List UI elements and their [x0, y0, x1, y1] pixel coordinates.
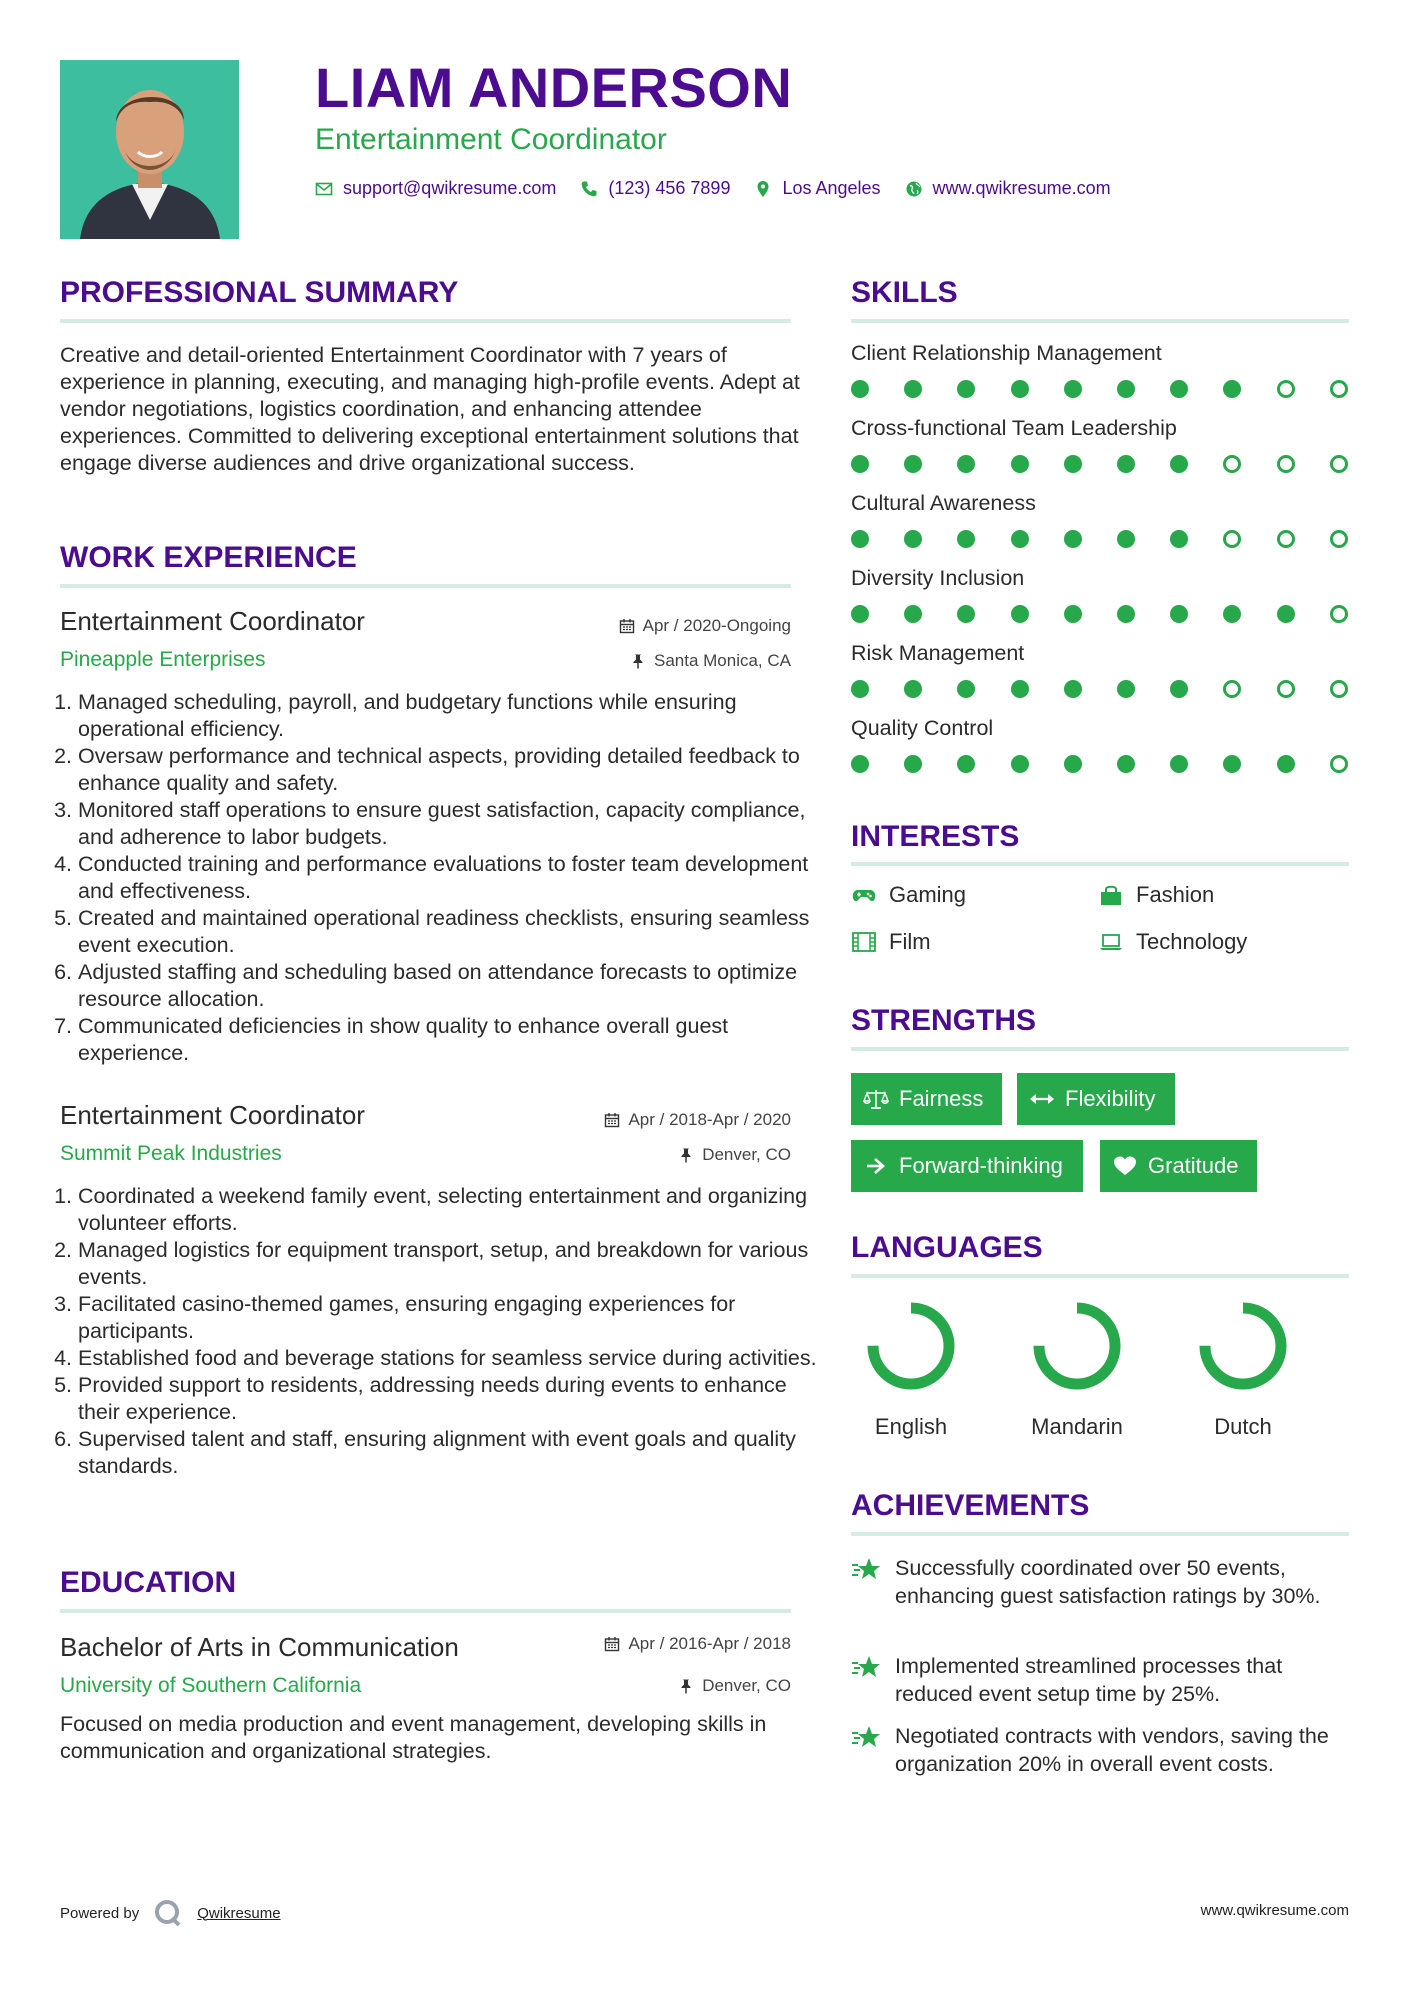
rating-dot-filled [1011, 455, 1029, 473]
rating-dot-filled [1117, 380, 1135, 398]
achievement-item [851, 1554, 1351, 1610]
candidate-title: Entertainment Coordinator [315, 123, 667, 156]
achievement-text: Successfully coordinated over 50 events, enhancing guest satisfaction ratings by 30%. [895, 1556, 1321, 1608]
pushpin-icon [678, 1147, 694, 1163]
candidate-name: LIAM ANDERSON [315, 56, 793, 119]
rating-dot-filled [1223, 380, 1241, 398]
calendar-icon [604, 1636, 620, 1652]
contact-phone[interactable] [580, 178, 730, 199]
rating-dot-empty [1277, 455, 1295, 473]
film-icon [851, 931, 877, 953]
rating-dot-filled [957, 530, 975, 548]
rating-dot-empty [1330, 530, 1348, 548]
language-item [856, 1296, 966, 1440]
achievements-divider [851, 1532, 1349, 1536]
balance-scale-icon [863, 1088, 889, 1110]
interest-label: Film [889, 929, 931, 954]
language-name: Dutch [1214, 1414, 1272, 1439]
summary-heading: PROFESSIONAL SUMMARY [60, 276, 459, 309]
languages-divider [851, 1274, 1349, 1278]
skill-rating [851, 455, 1349, 475]
map-marker-icon [754, 180, 772, 198]
star-achievement-icon [851, 1556, 881, 1584]
globe-icon [905, 180, 923, 198]
strength-label: Forward-thinking [899, 1153, 1063, 1178]
email-text: support@qwikresume.com [343, 178, 557, 198]
rating-dot-filled [1064, 755, 1082, 773]
duty-item: 7. Communicated deficiencies in show quality to enhance overall guest experience. [78, 1013, 818, 1067]
rating-dot-filled [1064, 680, 1082, 698]
rating-dot-filled [904, 530, 922, 548]
rating-dot-filled [904, 380, 922, 398]
contact-email[interactable] [315, 178, 556, 199]
rating-dot-empty [1277, 380, 1295, 398]
job-1-duties [60, 689, 818, 1067]
gamepad-icon [851, 884, 877, 906]
duty-item: 1. Coordinated a weekend family event, selecting entertainment and organizing volunteer efforts. [78, 1183, 818, 1237]
duty-item: 2. Oversaw performance and technical aspects, providing detailed feedback to enhance quality and safety. [78, 743, 818, 797]
rating-dot-empty [1223, 530, 1241, 548]
phone-text: (123) 456 7899 [608, 178, 731, 198]
rating-dot-empty [1223, 455, 1241, 473]
star-achievement-icon [851, 1724, 881, 1752]
rating-dot-filled [1170, 605, 1188, 623]
language-item [1022, 1296, 1132, 1440]
laptop-icon [1098, 931, 1124, 953]
duty-item: 3. Monitored staff operations to ensure guest satisfaction, capacity compliance, and adherence to labor budgets. [78, 797, 818, 851]
calendar-icon [619, 618, 635, 634]
interest-label: Gaming [889, 882, 967, 907]
summary-divider [60, 319, 791, 323]
rating-dot-filled [851, 380, 869, 398]
rating-dot-filled [1170, 455, 1188, 473]
rating-dot-filled [1223, 755, 1241, 773]
education-dates [604, 1634, 791, 1654]
rating-dot-filled [957, 755, 975, 773]
strength-badge-fairness [851, 1073, 1002, 1125]
rating-dot-filled [1064, 605, 1082, 623]
achievement-item [851, 1722, 1351, 1778]
qwikresume-logo-icon [153, 1898, 183, 1928]
rating-dot-filled [957, 680, 975, 698]
rating-dot-empty [1277, 680, 1295, 698]
contact-bar [315, 178, 1123, 199]
duty-item: 5. Provided support to residents, addressing needs during events to enhance their experience. [78, 1372, 818, 1426]
skill-name: Client Relationship Management [851, 341, 1162, 365]
languages-heading: LANGUAGES [851, 1231, 1043, 1264]
rating-dot-filled [1170, 680, 1188, 698]
rating-dot-filled [1117, 755, 1135, 773]
rating-dot-filled [1170, 380, 1188, 398]
achievements-heading: ACHIEVEMENTS [851, 1489, 1090, 1522]
rating-dot-filled [1011, 605, 1029, 623]
skill-rating [851, 680, 1349, 700]
rating-dot-filled [1011, 380, 1029, 398]
rating-dot-filled [1011, 755, 1029, 773]
strengths-divider [851, 1047, 1349, 1051]
skill-name: Quality Control [851, 716, 994, 740]
job-2-location [678, 1145, 791, 1165]
education-dates-text: Apr / 2016-Apr / 2018 [628, 1634, 791, 1653]
education-location [678, 1676, 791, 1696]
job-2-location-text: Denver, CO [702, 1145, 791, 1164]
education-divider [60, 1609, 791, 1613]
language-level-ring [1027, 1296, 1127, 1396]
arrow-right-icon [863, 1155, 889, 1177]
footer-website[interactable]: www.qwikresume.com [1200, 1902, 1349, 1919]
rating-dot-filled [851, 605, 869, 623]
rating-dot-filled [1011, 530, 1029, 548]
education-location-text: Denver, CO [702, 1676, 791, 1695]
calendar-icon [604, 1112, 620, 1128]
strength-label: Fairness [899, 1086, 984, 1111]
rating-dot-filled [851, 680, 869, 698]
experience-divider [60, 584, 791, 588]
rating-dot-filled [1277, 755, 1295, 773]
rating-dot-filled [1117, 680, 1135, 698]
rating-dot-empty [1330, 605, 1348, 623]
interests-heading: INTERESTS [851, 820, 1020, 853]
envelope-icon [315, 180, 333, 198]
skills-divider [851, 319, 1349, 323]
rating-dot-filled [1170, 755, 1188, 773]
education-school: University of Southern California [60, 1674, 362, 1697]
job-2-duties [60, 1183, 818, 1480]
interest-film [851, 929, 931, 955]
rating-dot-filled [851, 455, 869, 473]
rating-dot-filled [1170, 530, 1188, 548]
duty-item: 6. Supervised talent and staff, ensuring alignment with event goals and quality standards. [78, 1426, 818, 1480]
rating-dot-filled [1064, 455, 1082, 473]
shopping-bag-icon [1098, 884, 1124, 906]
skill-name: Risk Management [851, 641, 1025, 665]
skill-rating [851, 755, 1349, 775]
rating-dot-empty [1330, 755, 1348, 773]
achievement-item [851, 1652, 1351, 1708]
skill-name: Cross-functional Team Leadership [851, 416, 1177, 440]
job-2-dates [604, 1110, 791, 1130]
skill-name: Diversity Inclusion [851, 566, 1025, 590]
duty-item: 6. Adjusted staffing and scheduling based on attendance forecasts to optimize resource allocation. [78, 959, 818, 1013]
job-2-dates-text: Apr / 2018-Apr / 2020 [628, 1110, 791, 1129]
interest-label: Technology [1136, 929, 1248, 954]
arrows-horizontal-icon [1029, 1088, 1055, 1110]
strengths-heading: STRENGTHS [851, 1004, 1037, 1037]
duty-item: 4. Established food and beverage stations for seamless service during activities. [78, 1345, 818, 1372]
skill-name: Cultural Awareness [851, 491, 1036, 515]
rating-dot-filled [957, 455, 975, 473]
language-level-ring [1193, 1296, 1293, 1396]
language-level-arc [1205, 1308, 1281, 1384]
pushpin-icon [678, 1678, 694, 1694]
phone-icon [580, 180, 598, 198]
achievement-text: Negotiated contracts with vendors, saving the organization 20% in overall event costs. [895, 1724, 1329, 1776]
rating-dot-empty [1330, 380, 1348, 398]
person-portrait-icon [60, 60, 239, 239]
job-1-location [630, 651, 791, 671]
contact-location [754, 178, 880, 199]
skill-rating [851, 605, 1349, 625]
rating-dot-empty [1277, 530, 1295, 548]
language-level-arc [873, 1308, 949, 1384]
job-1-dates-text: Apr / 2020-Ongoing [642, 616, 791, 635]
job-1-company: Pineapple Enterprises [60, 648, 266, 671]
job-1-location-text: Santa Monica, CA [653, 651, 791, 670]
strength-badge-gratitude [1100, 1140, 1257, 1192]
interest-fashion [1098, 882, 1214, 908]
rating-dot-filled [1223, 605, 1241, 623]
star-achievement-icon [851, 1654, 881, 1682]
rating-dot-filled [1277, 605, 1295, 623]
rating-dot-filled [851, 530, 869, 548]
skills-heading: SKILLS [851, 276, 958, 309]
rating-dot-filled [1064, 530, 1082, 548]
rating-dot-filled [904, 680, 922, 698]
language-name: English [874, 1414, 948, 1439]
strength-label: Gratitude [1148, 1153, 1239, 1178]
rating-dot-filled [957, 380, 975, 398]
heart-icon [1112, 1155, 1138, 1177]
rating-dot-filled [1117, 455, 1135, 473]
duty-item: 3. Facilitated casino-themed games, ensuring engaging experiences for participants. [78, 1291, 818, 1345]
interests-divider [851, 862, 1349, 866]
strength-badge-forward-thinking [851, 1140, 1083, 1192]
rating-dot-filled [1011, 680, 1029, 698]
rating-dot-filled [1117, 605, 1135, 623]
language-level-ring [861, 1296, 961, 1396]
rating-dot-empty [1223, 680, 1241, 698]
interest-gaming [851, 882, 966, 908]
interest-technology [1098, 929, 1247, 955]
skill-rating [851, 380, 1349, 400]
duty-item: 2. Managed logistics for equipment transport, setup, and breakdown for various events. [78, 1237, 818, 1291]
powered-by-text: Powered by [60, 1904, 140, 1922]
achievement-text: Implemented streamlined processes that reduced event setup time by 25%. [895, 1654, 1283, 1706]
pushpin-icon [630, 653, 646, 669]
job-1-dates [619, 616, 791, 636]
education-description: Focused on media production and event management, developing skills in communication and organizational strategies. [60, 1712, 767, 1763]
profile-photo [60, 60, 239, 239]
job-2-company: Summit Peak Industries [60, 1142, 282, 1165]
rating-dot-filled [851, 755, 869, 773]
job-2-title: Entertainment Coordinator [60, 1100, 365, 1130]
job-1-title: Entertainment Coordinator [60, 606, 365, 636]
interest-label: Fashion [1136, 882, 1215, 907]
rating-dot-filled [904, 605, 922, 623]
experience-heading: WORK EXPERIENCE [60, 541, 357, 574]
brand-link[interactable]: Qwikresume [197, 1904, 281, 1922]
strength-badge-flexibility [1017, 1073, 1175, 1125]
rating-dot-filled [904, 455, 922, 473]
rating-dot-filled [904, 755, 922, 773]
duty-item: 1. Managed scheduling, payroll, and budgetary functions while ensuring operational efficiency. [78, 689, 818, 743]
duty-item: 4. Conducted training and performance evaluations to foster team development and effectiveness. [78, 851, 818, 905]
rating-dot-filled [1117, 530, 1135, 548]
education-degree: Bachelor of Arts in Communication [60, 1632, 459, 1662]
location-text: Los Angeles [782, 178, 881, 198]
duty-item: 5. Created and maintained operational readiness checklists, ensuring seamless event execution. [78, 905, 818, 959]
education-heading: EDUCATION [60, 1566, 237, 1599]
strength-label: Flexibility [1065, 1086, 1156, 1111]
language-name: Mandarin [1031, 1414, 1123, 1439]
contact-website[interactable] [905, 178, 1111, 199]
language-level-arc [1039, 1308, 1115, 1384]
website-text: www.qwikresume.com [932, 178, 1111, 198]
rating-dot-empty [1330, 455, 1348, 473]
language-item [1188, 1296, 1298, 1440]
footer-powered-by [60, 1898, 281, 1928]
rating-dot-filled [957, 605, 975, 623]
skill-rating [851, 530, 1349, 550]
rating-dot-empty [1330, 680, 1348, 698]
rating-dot-filled [1064, 380, 1082, 398]
summary-text: Creative and detail-oriented Entertainment Coordinator with 7 years of experience in planning, executing, and managing high-profile events. Adept at vendor negotiations, logistics coordination, and enhancing attendee experiences. Committed to delivering exceptional entertainment solutions that engage diverse audiences and drive organizational success. [60, 343, 800, 475]
